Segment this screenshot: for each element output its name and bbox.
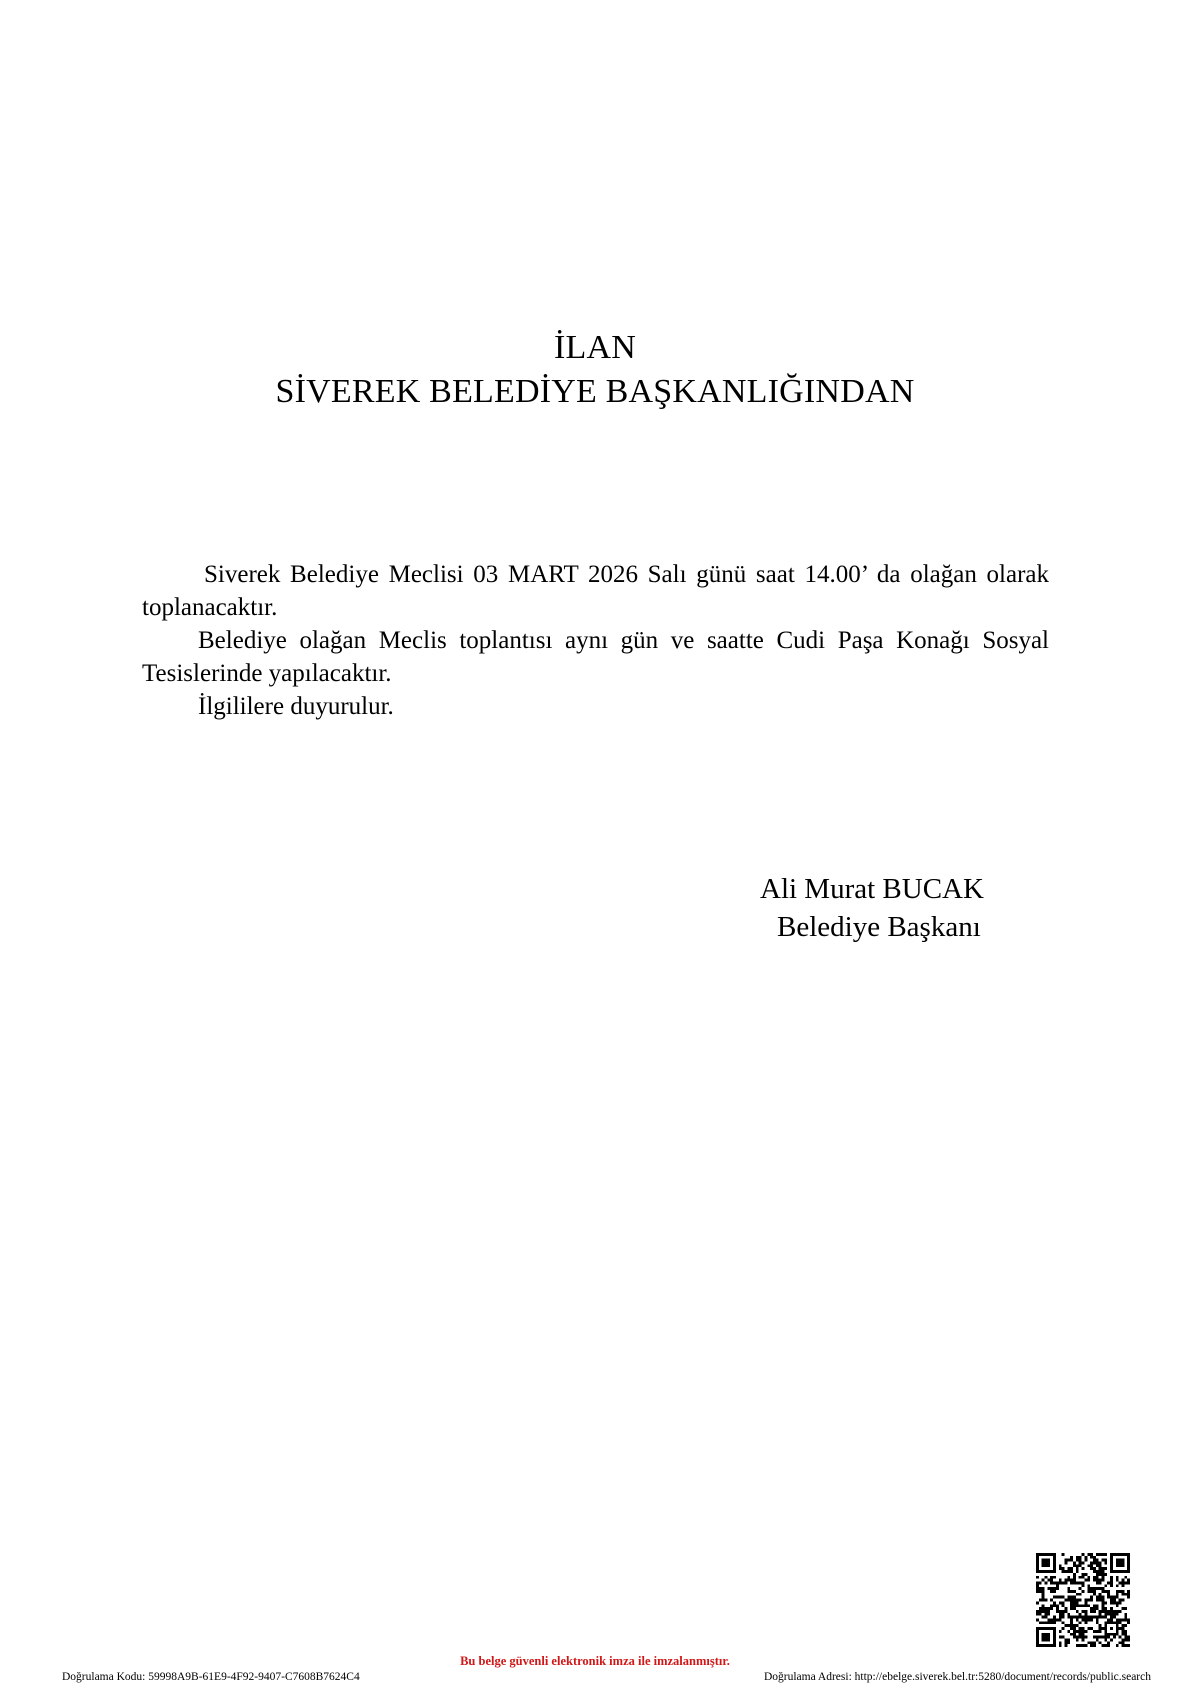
body-paragraph-1: Siverek Belediye Meclisi 03 MART 2026 Salı günü saat 14.00’ da olağan olarak toplanacaktır.	[142, 561, 1049, 621]
verification-code: Doğrulama Kodu: 59998A9B-61E9-4F92-9407-C7608B7624C4	[62, 1671, 360, 1683]
verification-address: Doğrulama Adresi: http://ebelge.siverek.bel.tr:5280/document/records/public.search	[763, 1671, 1151, 1683]
signatory-title: Belediye Başkanı	[777, 911, 981, 943]
document-title: İLAN	[554, 329, 636, 366]
qr-code-icon	[1036, 1553, 1130, 1647]
esignature-note: Bu belge güvenli elektronik imza ile imzalanmıştır.	[460, 1654, 730, 1668]
body-paragraph-2: Belediye olağan Meclis toplantısı aynı gün ve saatte Cudi Paşa Konağı Sosyal Tesislerinde yapılacaktır.	[142, 627, 1049, 687]
document-subtitle: SİVEREK BELEDİYE BAŞKANLIĞINDAN	[275, 373, 915, 410]
verification-footer	[62, 1671, 1151, 1683]
document-body	[142, 558, 1049, 723]
body-paragraph-3: İlgililere duyurulur.	[198, 693, 394, 720]
signature-block	[760, 870, 1020, 946]
signatory-name: Ali Murat BUCAK	[760, 873, 984, 905]
